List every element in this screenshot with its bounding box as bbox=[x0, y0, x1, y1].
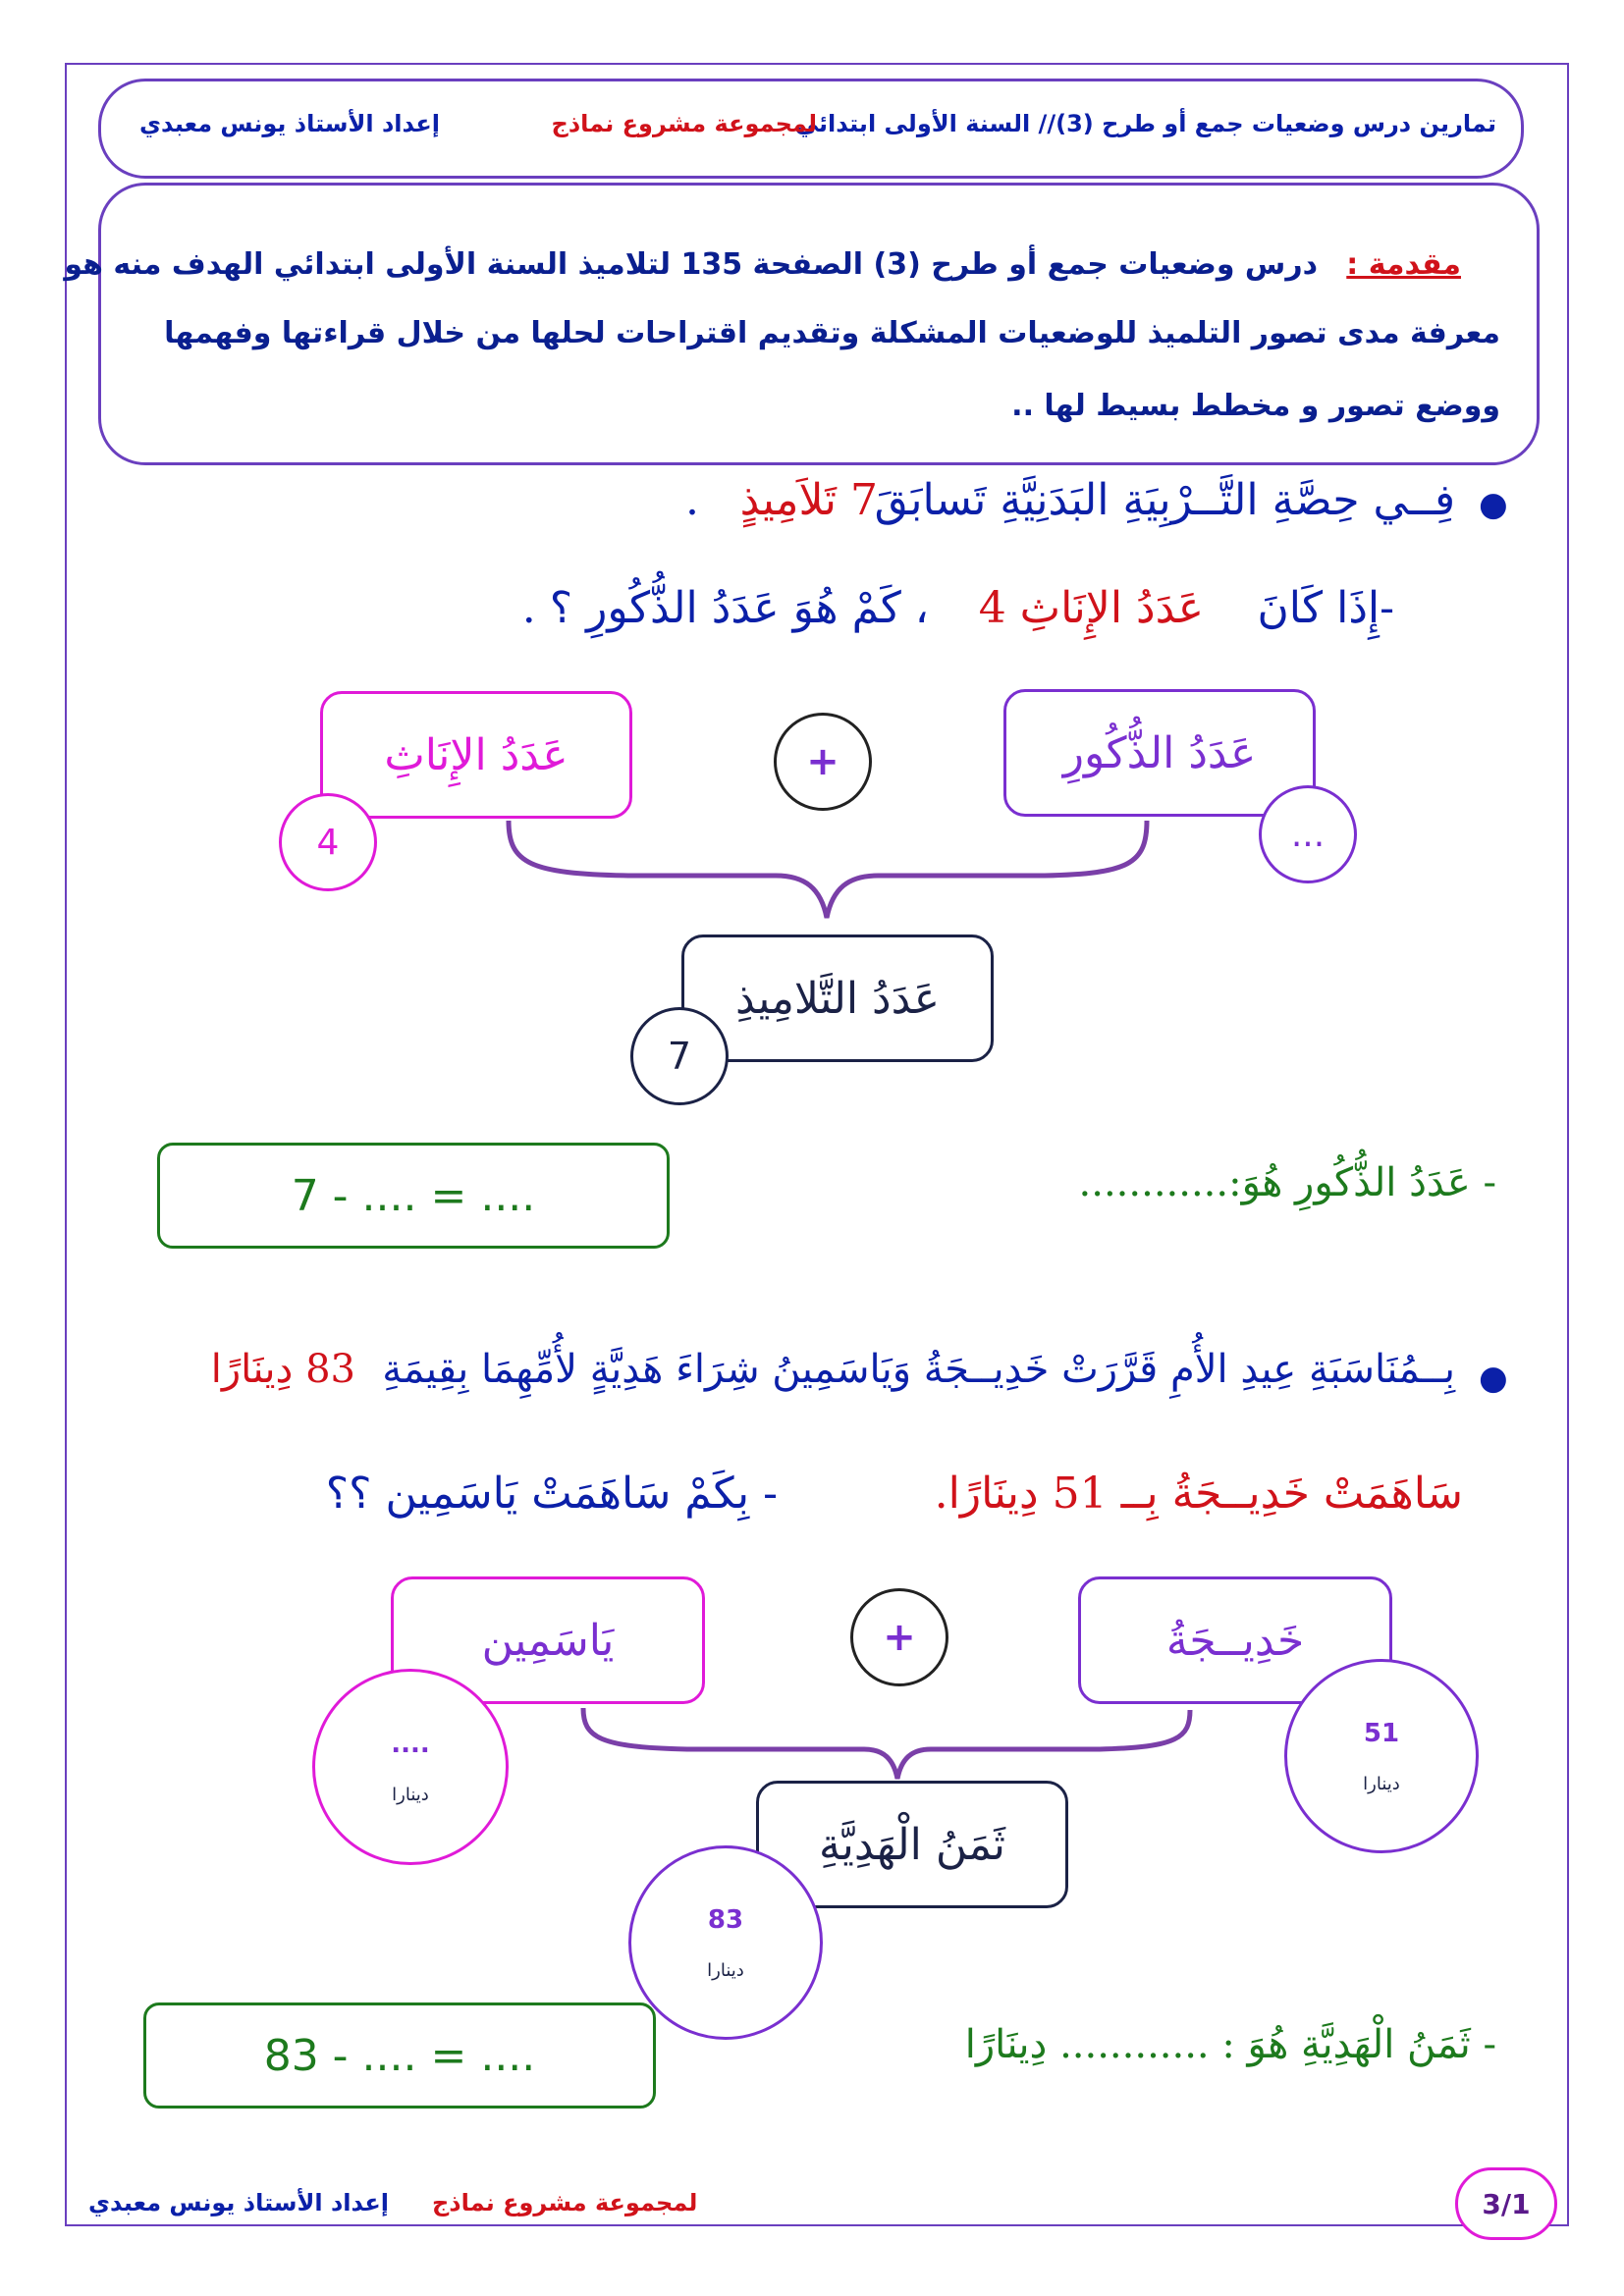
header-group: لمجموعة مشروع نماذج bbox=[551, 110, 817, 137]
problem1-line2-b: عَدَدُ الإِنَاثِ 4 bbox=[978, 583, 1204, 633]
problem1-line1-a: فِــي حِصَّةِ التَّــرْبِيَةِ البَدَنِيَّةِ تَسابَقَ bbox=[874, 475, 1455, 525]
problem1-line2-a: -إِذَا كَانَ bbox=[1257, 583, 1394, 633]
boys-count-box: عَدَدُ الذُّكُورِ bbox=[1003, 689, 1316, 817]
problem2-line1-b: 83 دِينَارًا bbox=[210, 1347, 355, 1392]
plus-circle-2: + bbox=[850, 1588, 948, 1686]
problem1-line2-c: ، كَمْ هُوَ عَدَدُ الذُّكُورِ ؟ . bbox=[521, 583, 929, 633]
gift-price-circle: 83 دينارا bbox=[628, 1845, 823, 2040]
bullet-2: ● bbox=[1479, 1359, 1508, 1398]
pupils-total-circle: 7 bbox=[630, 1007, 729, 1105]
answer-label-2: - ثَمَنُ الْهَدِيَّةِ هُوَ : ............ دِينَارًا bbox=[964, 2022, 1496, 2067]
bullet-1: ● bbox=[1479, 485, 1508, 524]
intro-line-2: معرفة مدى تصور التلميذ للوضعيات المشكلة وتقديم اقتراحات لحلها من خلال قراءتها وفهمها bbox=[164, 316, 1500, 350]
problem2-line2-b: - بِكَمْ سَاهَمَتْ يَاسَمِين ؟؟ bbox=[325, 1468, 778, 1519]
equation-box-1: 7 - .... = .... bbox=[157, 1143, 670, 1249]
problem1-line1-b: 7 تَلاَمِيذٍ bbox=[739, 475, 878, 525]
page-number-badge: 3/1 bbox=[1455, 2167, 1557, 2240]
yasmine-value-circle: .... دينارا bbox=[312, 1669, 509, 1865]
header-author: إعداد الأستاذ يونس معبدي bbox=[139, 110, 440, 137]
problem1-line1-c: . bbox=[685, 475, 699, 525]
girls-count-box: عَدَدُ الإِنَاثِ bbox=[320, 691, 632, 819]
yasmine-box: يَاسَمِين bbox=[391, 1576, 705, 1704]
footer-group: لمجموعة مشروع نماذج bbox=[432, 2189, 698, 2216]
plus-circle-1: + bbox=[774, 713, 872, 811]
problem2-line1-a: بِــمُنَاسَبَةِ عِيدِ الأُمِ قَرَّرَتْ خَدِيــجَةُ وَيَاسَمِينُ شِرَاءَ هَدِيَّةٍ لأُمِّهِمَا بِقِيمَةِ bbox=[382, 1347, 1455, 1392]
khadija-box: خَدِيــجَةُ bbox=[1078, 1576, 1392, 1704]
intro-line-3: ووضع تصور و مخطط بسيط لها .. bbox=[1011, 389, 1500, 423]
intro-line-1: درس وضعيات جمع أو طرح (3) الصفحة 135 لتلاميذ السنة الأولى ابتدائي الهدف منه هو bbox=[64, 247, 1318, 282]
khadija-value-circle: 51 دينارا bbox=[1284, 1659, 1479, 1853]
answer-label-1: - عَدَدُ الذُّكُورِ هُوَ:............ bbox=[1078, 1160, 1496, 1205]
problem2-line2-a: سَاهَمَتْ خَدِيــجَةُ بِــ 51 دِينَارًا. bbox=[934, 1468, 1463, 1519]
girls-value-circle: 4 bbox=[279, 793, 377, 891]
pupils-total-box: عَدَدُ التَّلامِيذِ bbox=[681, 934, 994, 1062]
header-title: تمارين درس وضعيات جمع أو طرح (3)// السنة الأولى ابتدائي bbox=[794, 110, 1496, 137]
boys-value-circle: ... bbox=[1259, 785, 1357, 883]
gift-price-box: ثَمَنُ الْهَدِيَّةِ bbox=[756, 1781, 1068, 1908]
footer-author: إعداد الأستاذ يونس معبدي bbox=[88, 2189, 389, 2216]
intro-label: مقدمة : bbox=[1346, 247, 1461, 282]
equation-box-2: 83 - .... = .... bbox=[143, 2002, 656, 2109]
